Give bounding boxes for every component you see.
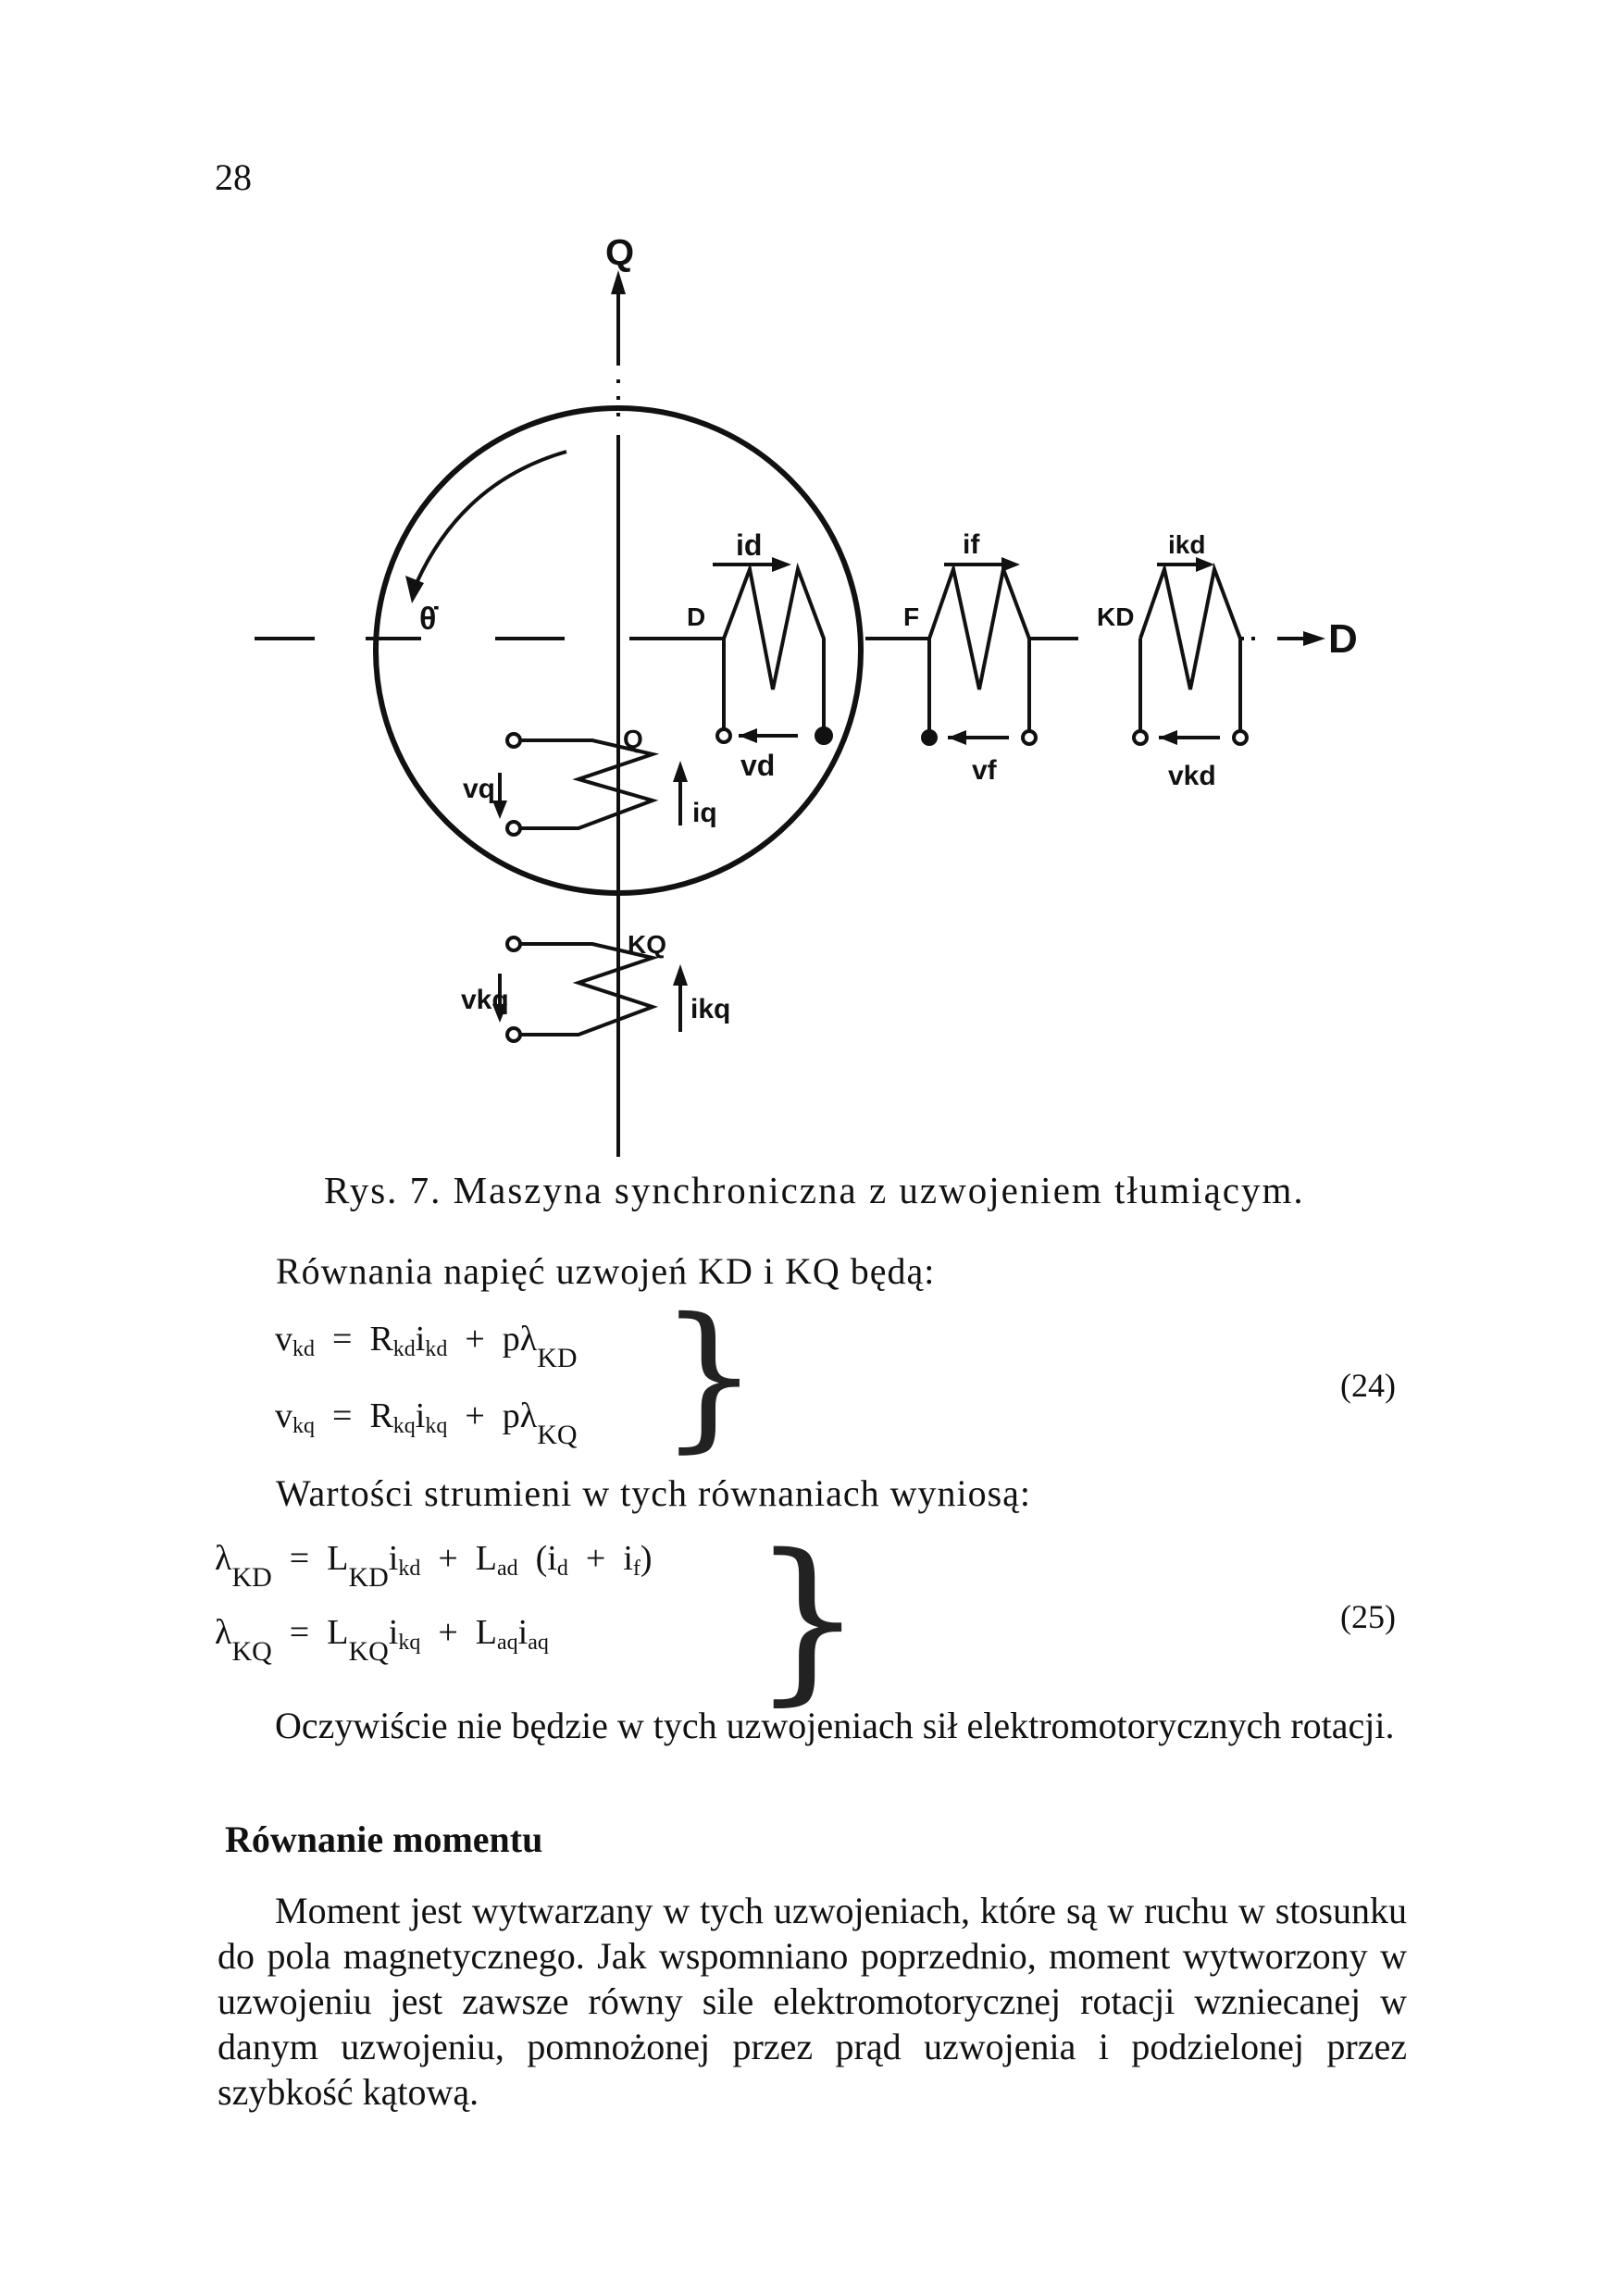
q-axis-arrow	[611, 270, 626, 294]
eq24-line1: $v_{kd} = R_{kd}i_{kd} + p\lambda_{KD}$	[275, 1320, 578, 1373]
vkq-label: vkq	[461, 985, 509, 1015]
rotation-arc	[417, 452, 566, 583]
rotor-d-label: D	[687, 602, 706, 631]
ikd-label: ikd	[1168, 530, 1206, 559]
iq-label: iq	[692, 798, 717, 828]
eq25-number: (25)	[1340, 1598, 1396, 1635]
if-label: if	[963, 529, 980, 560]
damper-q-label: KQ	[628, 930, 666, 959]
q-axis-label: Q	[605, 232, 635, 273]
equations-intro: Równania napięć uzwojeń KD i KQ będą:	[276, 1250, 936, 1292]
d-axis-arrow	[1303, 631, 1325, 646]
eq25-brace: }	[752, 1517, 864, 1721]
id-label: id	[736, 528, 763, 562]
eq25-line1: $\lambda_{KD} = L_{KD}i_{kd} + L_{ad}$ $(i_d + i_f)$	[215, 1539, 653, 1593]
d-axis-label: D	[1328, 616, 1358, 662]
d-coil	[724, 569, 824, 731]
vkd-label: vkd	[1168, 761, 1216, 791]
vf-label: vf	[972, 755, 997, 786]
page-number: 28	[215, 156, 252, 198]
eq24-line2: $v_{kq} = R_{kq}i_{kq} + p\lambda_{KQ}$	[275, 1396, 578, 1450]
f-coil	[929, 569, 1029, 731]
kd-coil	[1140, 569, 1240, 731]
eq24-number: (24)	[1340, 1367, 1396, 1404]
eq24-brace: }	[659, 1285, 760, 1468]
theta-label: θ̇	[419, 602, 437, 637]
d-coil-lead	[713, 639, 724, 729]
damper-d-label: KD	[1097, 602, 1135, 631]
figure-caption: Rys. 7. Maszyna synchroniczna z uzwojeniem tłumiącym.	[324, 1169, 1305, 1211]
section-heading: Równanie momentu	[225, 1818, 543, 1860]
values-intro: Wartości strumieni w tych równaniach wyniosą:	[276, 1472, 1032, 1514]
vd-label: vd	[740, 749, 776, 782]
paragraph-rotation: Oczywiście nie będzie w tych uzwojeniach sił elektromotorycznych rotacji.	[275, 1705, 1395, 1746]
ikq-label: ikq	[690, 994, 731, 1024]
field-label: F	[903, 602, 920, 631]
eq25-line2: $\lambda_{KQ} = L_{KQ}i_{kq} + L_{aq}i_{aq}$	[215, 1613, 549, 1667]
paragraph-moment: Moment jest wytwarzany w tych uzwojeniach, które są w ruchu w stosunku do pola magnetycznego. Jak wspomniano poprzednio, moment wytworzony w uzwojeniu jest zawsze równy sile elektromotorycznej rotacji wzniecanej w danym uzwojeniu, pomnożonej przez prąd uzwojenia i podzielonej przez szybkość kątową.	[218, 1890, 1407, 2113]
rotor-q-label: Q	[623, 725, 643, 753]
vq-label: vq	[463, 774, 496, 804]
q-coil	[520, 740, 653, 828]
